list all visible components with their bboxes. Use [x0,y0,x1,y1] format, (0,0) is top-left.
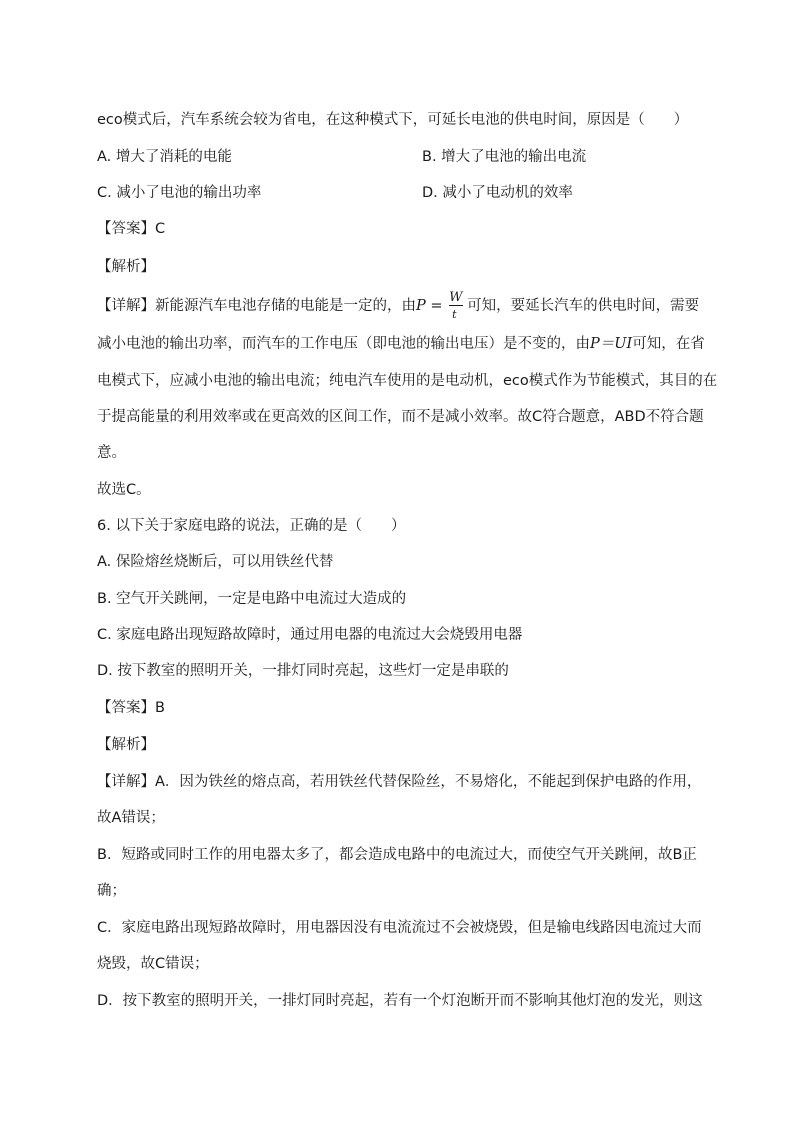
q5-choose: 故选C。 [97,482,151,498]
q5-detail-text: 减小电池的输出功率，而汽车的工作电压（即电池的输出电压）是不变的，由 [97,336,590,352]
q6-detail-b-line-1: B．短路或同时工作的用电器太多了，都会造成电路中的电流过大，而使空气开关跳闸，故B正 [97,847,697,863]
equals-sign: = [425,298,448,314]
q6-detail-c-line-1: C．家庭电路出现短路故障时，用电器因没有电流流过不会被烧毁，但是输电线路因电流过大而 [97,920,702,936]
q5-option-d: D. 减小了电动机的效率 [422,185,573,201]
q5-analysis-heading: 【解析】 [97,259,155,275]
power-formula: P＝UI [590,336,633,352]
fraction-numerator: W [449,290,463,305]
q5-option-c: C. 减小了电池的输出功率 [97,185,262,201]
q5-detail-text: 可知，要延长汽车的供电时间，需要 [467,298,700,314]
q6-analysis-heading: 【解析】 [97,737,155,753]
q6-answer: 【答案】B [97,700,165,716]
fraction-denominator: t [452,308,457,321]
q6-stem: 6. 以下关于家庭电路的说法，正确的是（ ） [97,518,406,534]
q6-detail-a-line-2: 故A错误； [97,810,165,826]
q5-answer: 【答案】C [97,221,166,237]
q6-option-d: D. 按下教室的照明开关，一排灯同时亮起，这些灯一定是串联的 [97,663,509,679]
q6-detail-c-line-2: 烧毁，故C错误； [97,956,209,972]
q5-stem-tail: eco模式后，汽车系统会较为省电，在这种模式下，可延长电池的供电时间，原因是（ ） [97,112,689,128]
q6-option-a: A. 保险熔丝烧断后，可以用铁丝代替 [97,554,334,570]
q5-detail-line-2 [97,334,705,354]
q5-detail-line-3: 电模式下，应减小电池的输出电流；纯电汽车使用的是电动机，eco模式作为节能模式，其目的在 [97,373,718,389]
q6-detail-d-line-1: D．按下教室的照明开关，一排灯同时亮起，若有一个灯泡断开而不影响其他灯泡的发光，则这 [97,993,703,1009]
q6-option-b: B. 空气开关跳闸，一定是电路中电流过大造成的 [97,591,407,607]
power-symbol: P [416,298,426,314]
q5-detail-line-1 [97,290,700,321]
q5-option-b: B. 增大了电池的输出电流 [422,149,587,165]
q5-detail-text: 【详解】新能源汽车电池存储的电能是一定的，由 [97,298,416,314]
q6-detail-a-line-1: 【详解】A．因为铁丝的熔点高，若用铁丝代替保险丝，不易熔化，不能起到保护电路的作用， [97,774,702,790]
q5-option-a: A. 增大了消耗的电能 [97,149,232,165]
fraction-w-over-t [449,290,465,321]
q5-detail-text: 可知，在省 [632,336,705,352]
q6-option-c: C. 家庭电路出现短路故障时，通过用电器的电流过大会烧毁用电器 [97,627,523,643]
q5-detail-line-5: 意。 [97,445,126,461]
q6-detail-b-line-2: 确； [97,883,126,899]
q5-detail-line-4: 于提高能量的利用效率或在更高效的区间工作，而不是减小效率。故C符合题意，ABD不符合题 [97,409,704,425]
